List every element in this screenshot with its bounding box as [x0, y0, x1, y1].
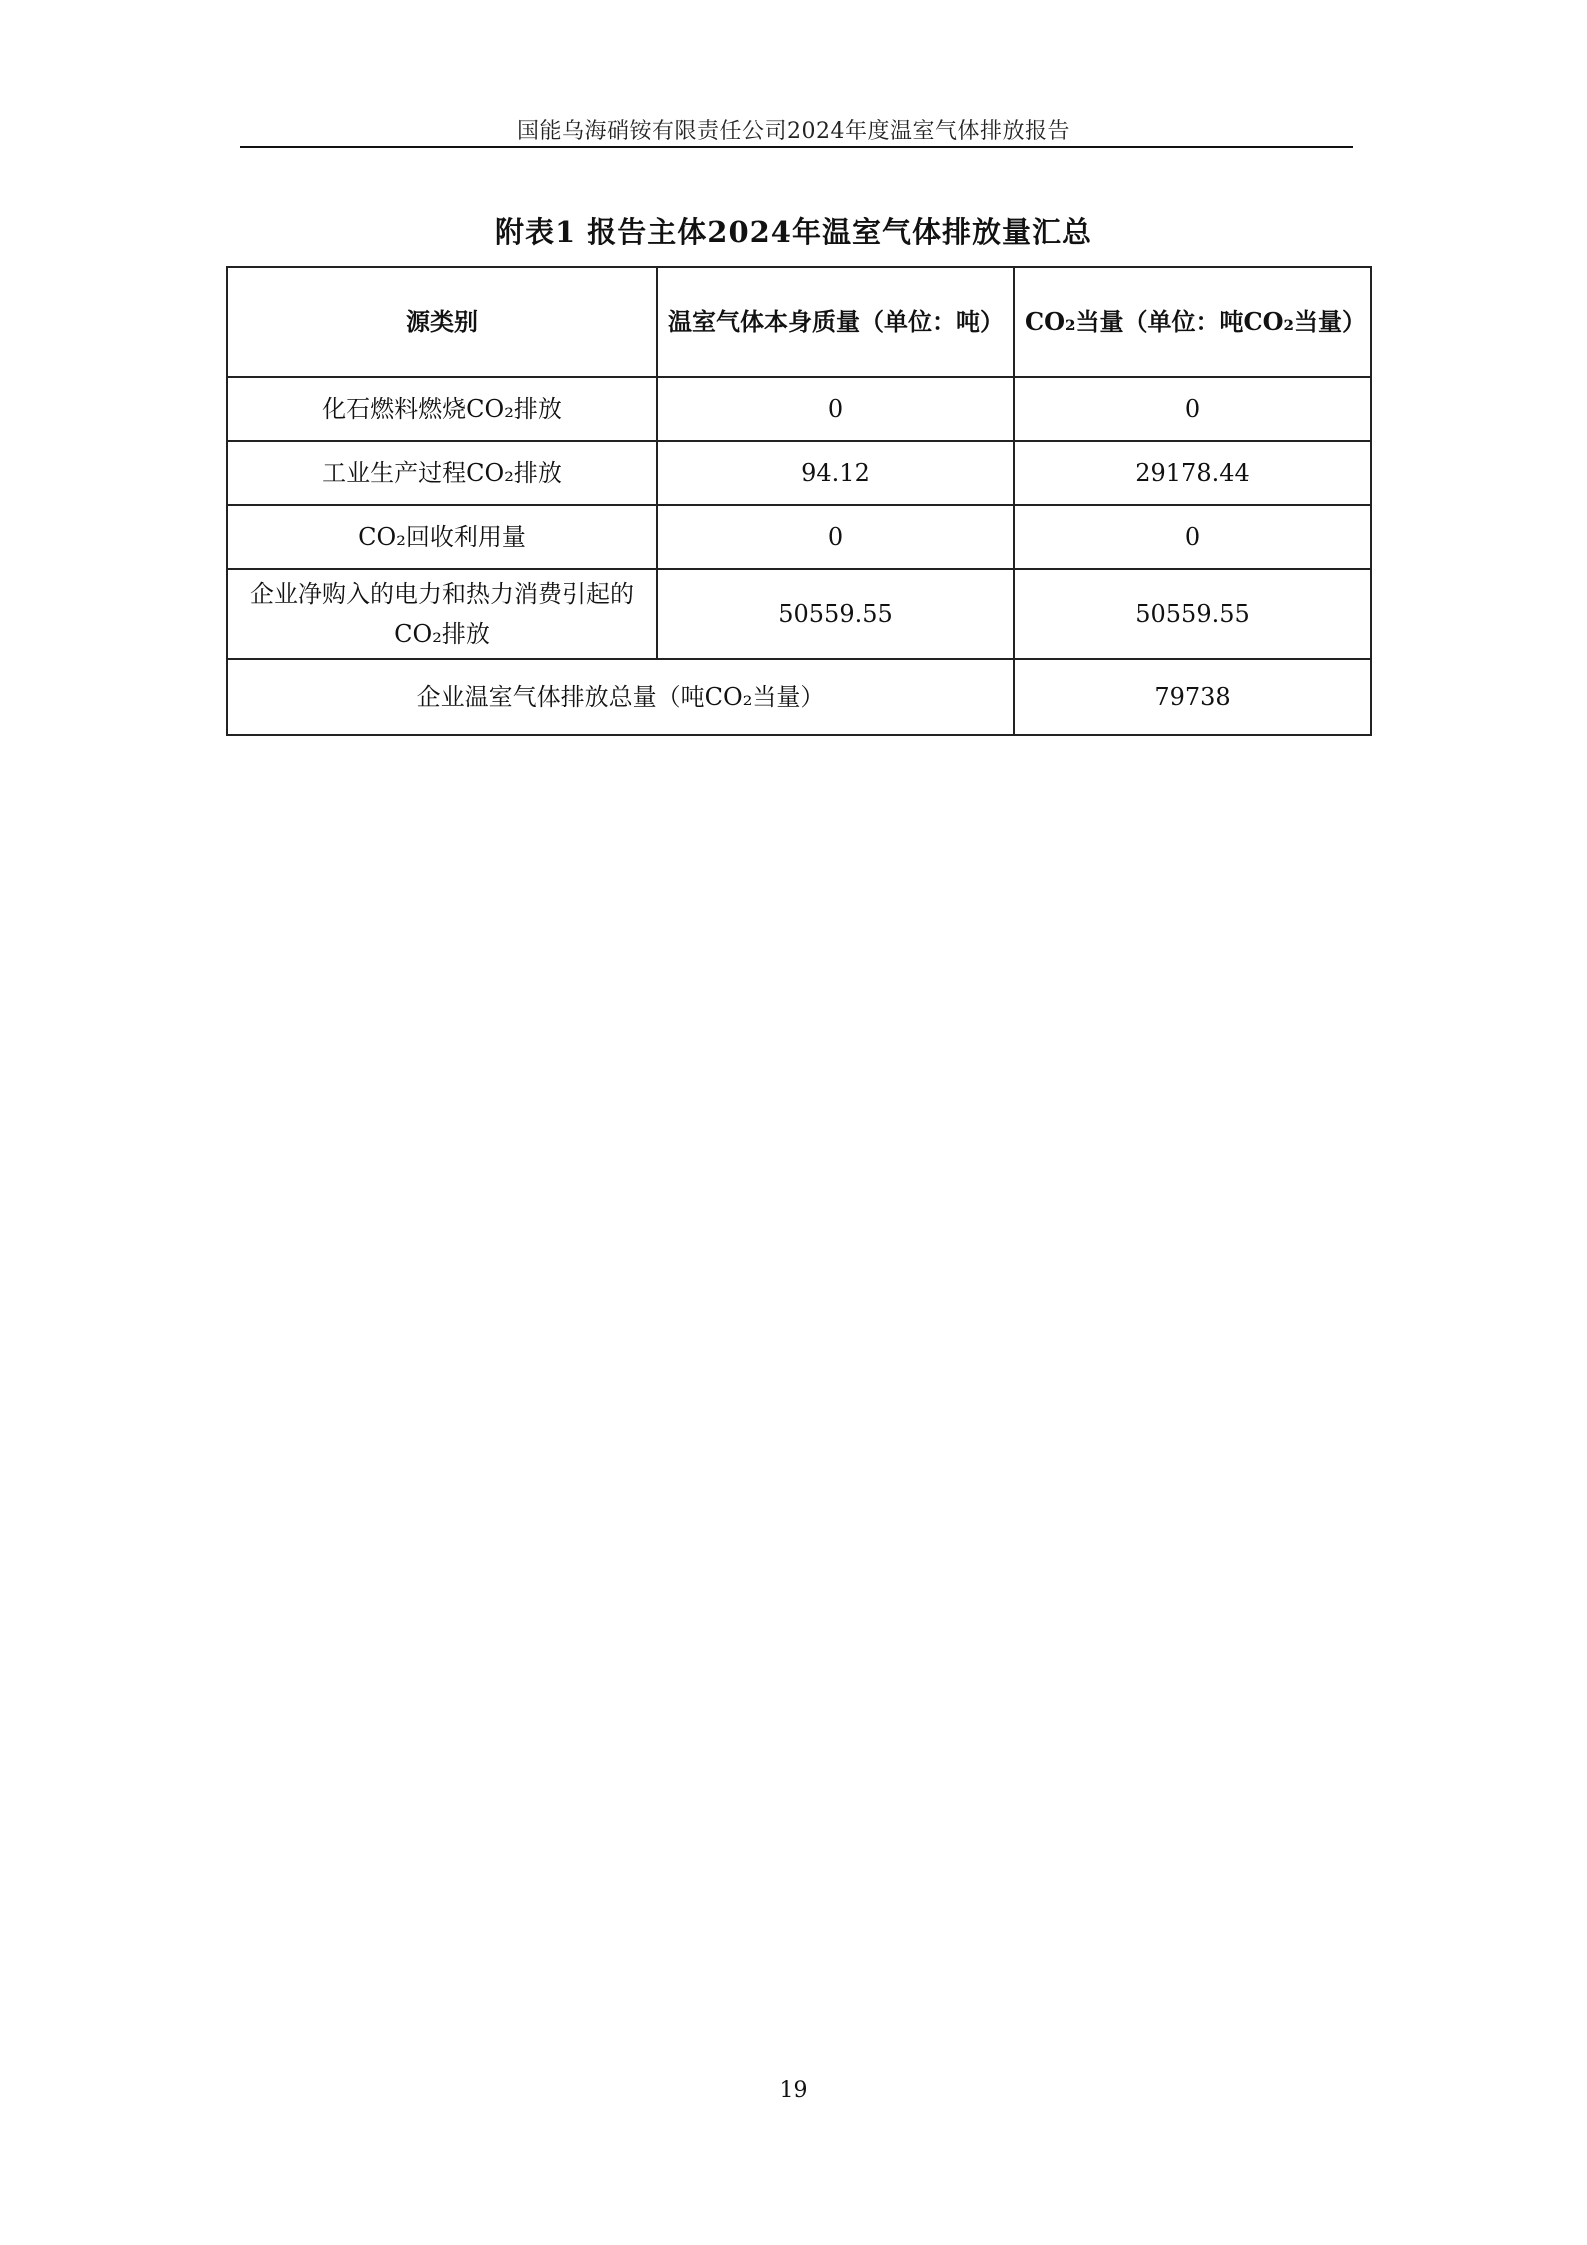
row-mass: 0 — [657, 505, 1014, 569]
row-mass: 0 — [657, 377, 1014, 441]
row-co2e: 0 — [1014, 505, 1371, 569]
table-header-row — [227, 267, 1371, 377]
row-source: 企业净购入的电力和热力消费引起的CO₂排放 — [227, 569, 657, 659]
row-mass: 50559.55 — [657, 569, 1014, 659]
header-gas-mass: 温室气体本身质量（单位：吨） — [657, 267, 1014, 377]
page-number: 19 — [779, 2078, 808, 2103]
page-header-title: 国能乌海硝铵有限责任公司2024年度温室气体排放报告 — [517, 119, 1070, 144]
table-caption: 附表1 报告主体2024年温室气体排放量汇总 — [495, 215, 1092, 249]
header-co2-equivalent: CO₂当量（单位：吨CO₂当量） — [1014, 267, 1371, 377]
header-source-category: 源类别 — [227, 267, 657, 377]
header-divider — [240, 146, 1353, 148]
row-co2e: 29178.44 — [1014, 441, 1371, 505]
table-row — [227, 441, 1371, 505]
table-total-row — [227, 659, 1371, 735]
row-co2e: 50559.55 — [1014, 569, 1371, 659]
emissions-summary-table — [226, 266, 1372, 736]
row-source: CO₂回收利用量 — [227, 505, 657, 569]
table-row — [227, 569, 1371, 659]
row-source: 化石燃料燃烧CO₂排放 — [227, 377, 657, 441]
total-value: 79738 — [1014, 659, 1371, 735]
table-row — [227, 377, 1371, 441]
table-row — [227, 505, 1371, 569]
row-source: 工业生产过程CO₂排放 — [227, 441, 657, 505]
total-label: 企业温室气体排放总量（吨CO₂当量） — [227, 659, 1014, 735]
row-co2e: 0 — [1014, 377, 1371, 441]
row-mass: 94.12 — [657, 441, 1014, 505]
